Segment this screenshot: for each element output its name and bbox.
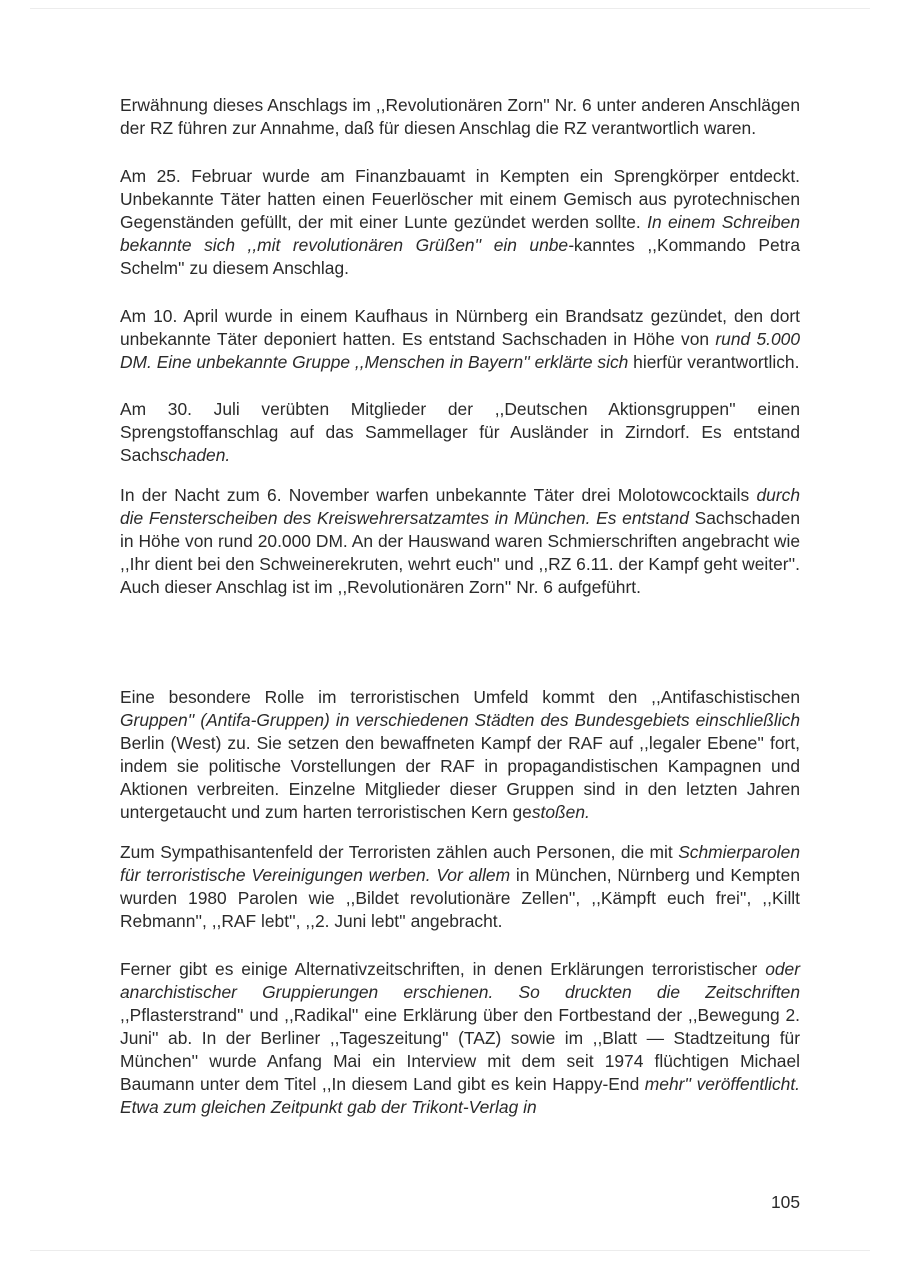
- paragraph-text: In der Nacht zum 6. November warfen unbekannte Täter drei Molotowcocktails: [120, 485, 757, 505]
- paragraph-italic-text: schaden.: [159, 445, 231, 465]
- paragraph-nuernberg-attack: [120, 305, 800, 374]
- paragraph-text: hierfür verantwortlich.: [628, 352, 800, 372]
- paragraph-text: Sachschaden in Höhe von rund 20.000 DM. An der Hauswand waren Schmierschriften angebracht wie ,,Ihr dient bei den Schweinerekruten, wehrt euch'' und ,,RZ 6.11. der Kampf geht weiter''. Auch dieser Anschlag ist im ,,Revolutionären Zorn'' Nr. 6 aufgeführt.: [120, 508, 800, 597]
- paragraph-italic-text: rund 5.000 DM. Eine unbekannte Gruppe ,,Menschen in Bayern'' erklärte sich: [120, 329, 800, 372]
- paragraph-text: Berlin (West) zu. Sie setzen den bewaffneten Kampf der RAF auf ,,legaler Ebene'' fort, indem sie politische Vorstellungen der RAF in propagandistischen Kampagnen und Aktionen verbreiten. Einzelne Mitglieder dieser Gruppen sind in den letzten Jahren untergetaucht und zum harten terroristischen Kern ge: [120, 733, 800, 822]
- paragraph-italic-text: oder anarchistischer Gruppierungen erschienen. So druckten die Zeitschriften: [120, 959, 800, 1002]
- paragraph-italic-text: mehr'' veröffentlicht. Etwa zum gleichen Zeitpunkt gab der Trikont-Verlag in: [120, 1074, 800, 1117]
- paragraph-text: kanntes ,,Kommando Petra Schelm'' zu diesem Anschlag.: [120, 235, 800, 278]
- top-divider: [30, 8, 870, 9]
- paragraph-rz-attribution: [120, 94, 800, 140]
- page-number: 105: [770, 1192, 800, 1212]
- paragraph-italic-text: Gruppen'' (Antifa-Gruppen) in verschiedenen Städten des Bundesgebiets einschließlich: [120, 710, 800, 730]
- paragraph-text: Erwähnung dieses Anschlags im ,,Revolutionären Zorn'' Nr. 6 unter anderen Anschlägen der RZ führen zur Annahme, daß für diesen Anschlag die RZ verantwortlich waren.: [120, 95, 800, 138]
- paragraph-text: Ferner gibt es einige Alternativzeitschriften, in denen Erklärungen terroristischer: [120, 959, 766, 979]
- bottom-divider: [30, 1250, 870, 1251]
- paragraph-text: Am 10. April wurde in einem Kaufhaus in Nürnberg ein Brandsatz gezündet, den dort unbekannte Täter deponiert hatten. Es entstand Sachschaden in Höhe von: [120, 306, 800, 349]
- paragraph-italic-text: stoßen.: [531, 802, 590, 822]
- paragraph-italic-text: In einem Schreiben bekannte sich ,,mit revolutionären Grüßen'' ein unbe-: [120, 212, 801, 255]
- paragraph-text: Am 30. Juli verübten Mitglieder der ,,Deutschen Aktionsgruppen'' einen Sprengstoffanschlag auf das Sammellager für Ausländer in Zirndorf. Es entstand Sach: [120, 399, 800, 465]
- paragraph-sympathizers: [120, 841, 800, 933]
- paragraph-text: ,,Pflasterstrand'' und ,,Radikal'' eine Erklärung über den Fortbestand der ,,Bewegung 2. Juni'' ab. In der Berliner ,,Tageszeitung'' (TAZ) sowie im ,,Blatt — Stadtzeitung für München'' wurde Anfang Mai ein Interview mit dem seit 1974 flüchtigen Michael Baumann unter dem Titel ,,In diesem Land gibt es kein Happy-End: [120, 1005, 800, 1094]
- paragraph-text: Zum Sympathisantenfeld der Terroristen zählen auch Personen, die mit: [120, 842, 679, 862]
- paragraph-zirndorf-attack: [120, 398, 800, 467]
- section-heading: [120, 661, 800, 684]
- paragraph-antifa-groups: [120, 686, 800, 824]
- paragraph-italic-text: durch die Fensterscheiben des Kreiswehrersatzamtes in München. Es entstand: [120, 485, 800, 528]
- paragraph-italic-text: Schmierparolen für terroristische Vereinigungen werben. Vor allem: [120, 842, 800, 885]
- paragraph-muenchen-attack: [120, 484, 800, 599]
- paragraph-kempten-attack: [120, 165, 800, 280]
- page-content: [120, 94, 800, 1119]
- paragraph-text: Am 25. Februar wurde am Finanzbauamt in Kempten ein Sprengkörper entdeckt. Unbekannte Täter hatten einen Feuerlöscher mit einem Gemisch aus pyrotechnischen Gegenständen gefüllt, der mit einer Lunte gezündet werden sollte.: [120, 166, 800, 232]
- paragraph-text: in München, Nürnberg und Kempten wurden 1980 Parolen wie ,,Bildet revolutionäre Zellen'', ,,Kämpft euch frei'', ,,Killt Rebmann'', ,,RAF lebt'', ,,2. Juni lebt'' angebracht.: [120, 865, 800, 931]
- paragraph-alternative-press: [120, 958, 800, 1119]
- paragraph-text: Eine besondere Rolle im terroristischen Umfeld kommt den ,,Antifaschistischen: [120, 687, 800, 707]
